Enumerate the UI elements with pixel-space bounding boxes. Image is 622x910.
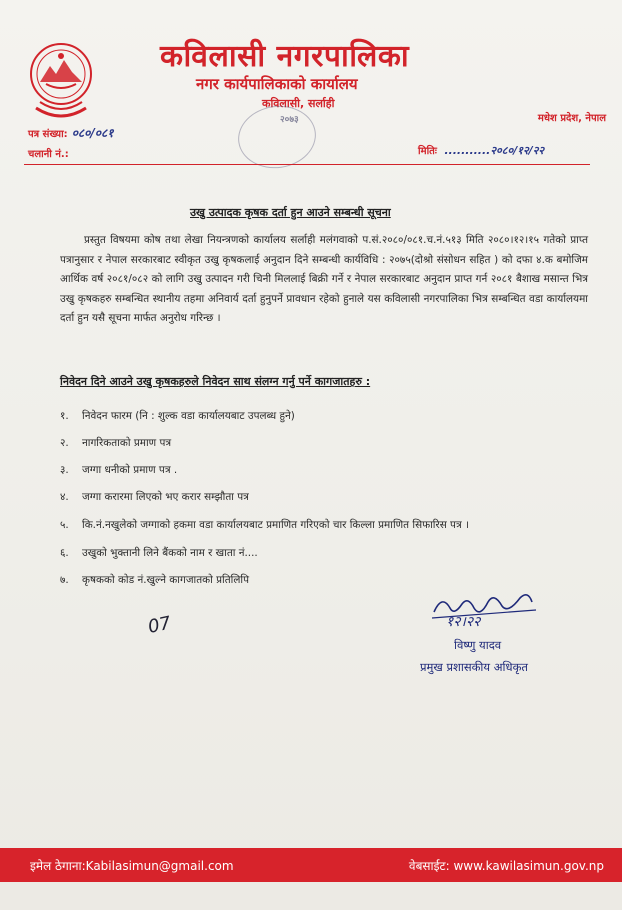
- org-name: कविलासी नगरपालिका: [160, 39, 410, 74]
- list-item: ३. जग्गा धनीको प्रमाण पत्र .: [60, 464, 178, 476]
- office-name: नगर कार्यपालिकाको कार्यालय: [196, 75, 358, 93]
- letter-number-value: ०८०/०८१: [71, 126, 114, 140]
- signature-date: १२।२२: [446, 614, 481, 630]
- list-item: ४. जग्गा करारमा लिएको भए करार सम्झौता पत्र: [60, 491, 249, 503]
- municipality-emblem-icon: [26, 38, 96, 126]
- dispatch-number: [28, 146, 73, 160]
- footer-website: वेबसाईट: www.kawilasimun.gov.np: [408, 858, 604, 873]
- dispatch-number-label: चलानी नं.:: [28, 149, 69, 160]
- handwritten-margin-note: 07: [146, 612, 173, 638]
- letter-number: [28, 124, 114, 141]
- notice-paragraph: प्रस्तुत विषयमा कोष तथा लेखा नियन्त्रणको कार्यालय सर्लाही मलंगवाको प.सं.२०८०/०८१.च.नं.५१३ मिति २०८०।१२।१५ गतेको प्राप्त पत्रानुसार र नेपाल सरकारबाट स्वीकृत उखु कृषकलाई अनुदान दिने सम्बन्धी कार्यविधि : २०७५(दोश्रो संसोधन सहित ) को दफा ४.क बमोजिम आर्थिक वर्ष २०८१/०८२ को लागि उखु उत्पादन गरी चिनी मिललाई बिक्री गर्ने र नेपाल सरकारबाट अनुदान प्राप्त गर्न २०८१ बैशाख मसान्त भित्र उखु कृषकहरु सम्बन्धित स्थानीय तहमा अनिवार्य दर्ता हुनुपर्ने प्रावधान रहेको हुनाले यस कविलासी नगरपालिका भित्र सम्बन्धित वडा कार्यालयमा दर्ता हुन यसै सूचना मार्फत अनुरोध गरिन्छ ।: [60, 234, 588, 324]
- footer-email: इमेल ठेगाना:Kabilasimun@gmail.com: [30, 858, 234, 873]
- letter-number-label: पत्र संख्या:: [28, 129, 68, 140]
- letter-date: [418, 143, 544, 158]
- signatory-title: प्रमुख प्रशासकीय अधिकृत: [420, 660, 528, 674]
- province: मधेश प्रदेश, नेपाल: [537, 113, 606, 124]
- signatory-name: विष्णु यादव: [454, 638, 502, 652]
- office-location: कविलासी, सर्लाही: [262, 97, 335, 110]
- header-divider: [24, 164, 590, 165]
- documents-heading: निवेदन दिने आउने उखु कृषकहरुले निवेदन साथ संलग्न गर्नु पर्ने कागजातहरु :: [60, 375, 371, 388]
- date-value: ...........२०८०/१२/२२: [444, 144, 545, 157]
- date-label: मितिः: [418, 146, 441, 157]
- list-item: २. नागरिकताको प्रमाण पत्र: [60, 437, 172, 449]
- notice-subject: उखु उत्पादक कृषक दर्ता हुन आउने सम्बन्धी सूचना: [190, 206, 391, 219]
- stamp-text: २०७३: [280, 115, 299, 125]
- footer-bar: [0, 848, 622, 882]
- list-item: ६. उखुको भुक्तानी लिने बैंकको नाम र खाता नं....: [60, 547, 258, 559]
- list-item: ७. कृषकको कोड नं.खुल्ने कागजातको प्रतिलिपि: [60, 574, 249, 586]
- list-item: ५. कि.नं.नखुलेको जग्गाको हकमा वडा कार्यालयबाट प्रमाणित गरिएको चार किल्ला प्रमाणित सिफारिस पत्र ।: [60, 519, 469, 531]
- office-stamp: [234, 101, 320, 173]
- list-item: १. निवेदन फारम (नि : शुल्क वडा कार्यालयबाट उपलब्ध हुने): [60, 410, 295, 422]
